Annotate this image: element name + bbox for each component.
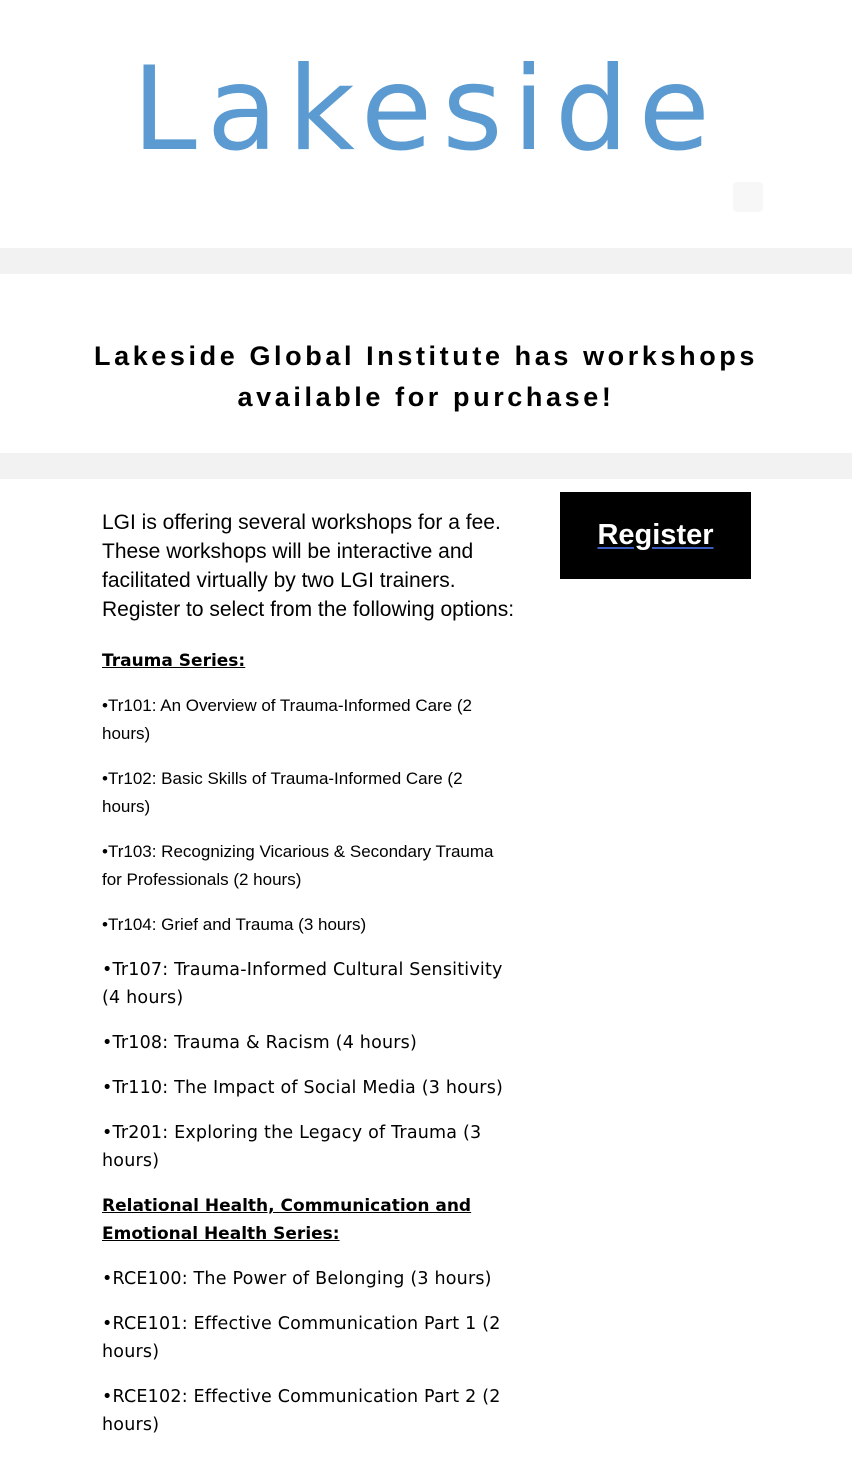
item-line: •Tr104: Grief and Trauma (3 hours) xyxy=(102,915,367,934)
section-divider xyxy=(0,453,852,479)
list-item xyxy=(102,692,532,748)
item-line: •Tr101: An Overview of Trauma-Informed Care (2 xyxy=(102,696,473,715)
item-line: •Tr107: Trauma-Informed Cultural Sensitivity xyxy=(102,960,503,980)
item-line: hours) xyxy=(102,1415,160,1435)
item-line: •Tr108: Trauma & Racism (4 hours) xyxy=(102,1033,418,1053)
list-item xyxy=(102,1310,532,1366)
list-item xyxy=(102,1074,532,1102)
item-line: •Tr102: Basic Skills of Trauma-Informed Care (2 xyxy=(102,769,463,788)
list-item xyxy=(102,1265,532,1293)
trauma-series-title: Trauma Series: xyxy=(102,651,246,671)
logo-header xyxy=(0,0,852,248)
decorative-square xyxy=(733,182,763,212)
item-line: •Tr110: The Impact of Social Media (3 hours) xyxy=(102,1078,504,1098)
intro-line: These workshops will be interactive and xyxy=(102,540,474,563)
item-line: •Tr201: Exploring the Legacy of Trauma (3 xyxy=(102,1123,482,1143)
item-line: hours) xyxy=(102,797,151,816)
headline-line-1: Lakeside Global Institute has workshops xyxy=(93,341,759,371)
title-line: Emotional Health Series: xyxy=(102,1224,340,1244)
item-line: hours) xyxy=(102,1151,160,1171)
relational-series-title xyxy=(102,1192,532,1248)
item-line: for Professionals (2 hours) xyxy=(102,870,302,889)
item-line: •Tr103: Recognizing Vicarious & Secondary Trauma xyxy=(102,842,494,861)
intro-line: LGI is offering several workshops for a fee. xyxy=(102,511,501,534)
item-line: hours) xyxy=(102,1342,160,1362)
page-headline xyxy=(0,336,852,418)
title-line: Relational Health, Communication and xyxy=(102,1196,472,1216)
headline-line-2: available for purchase! xyxy=(237,382,615,412)
intro-line: Register to select from the following options: xyxy=(102,598,515,621)
register-button[interactable] xyxy=(560,492,751,579)
list-item xyxy=(102,1119,532,1175)
intro-text xyxy=(102,508,532,624)
intro-line: facilitated virtually by two LGI trainers. xyxy=(102,569,456,592)
list-item xyxy=(102,1383,532,1439)
lakeside-logo: Lakeside xyxy=(132,42,720,177)
list-item xyxy=(102,956,532,1012)
register-button-label[interactable]: Register xyxy=(597,519,714,551)
item-line: •RCE102: Effective Communication Part 2 (2 xyxy=(102,1387,501,1407)
item-line: (4 hours) xyxy=(102,988,184,1008)
list-item xyxy=(102,1029,532,1057)
list-item xyxy=(102,765,532,821)
item-line: hours) xyxy=(102,724,151,743)
item-line: •RCE101: Effective Communication Part 1 (2 xyxy=(102,1314,501,1334)
list-item xyxy=(102,838,532,894)
list-item xyxy=(102,911,532,939)
workshop-content xyxy=(102,508,532,1439)
item-line: •RCE100: The Power of Belonging (3 hours) xyxy=(102,1269,492,1289)
section-divider xyxy=(0,248,852,274)
